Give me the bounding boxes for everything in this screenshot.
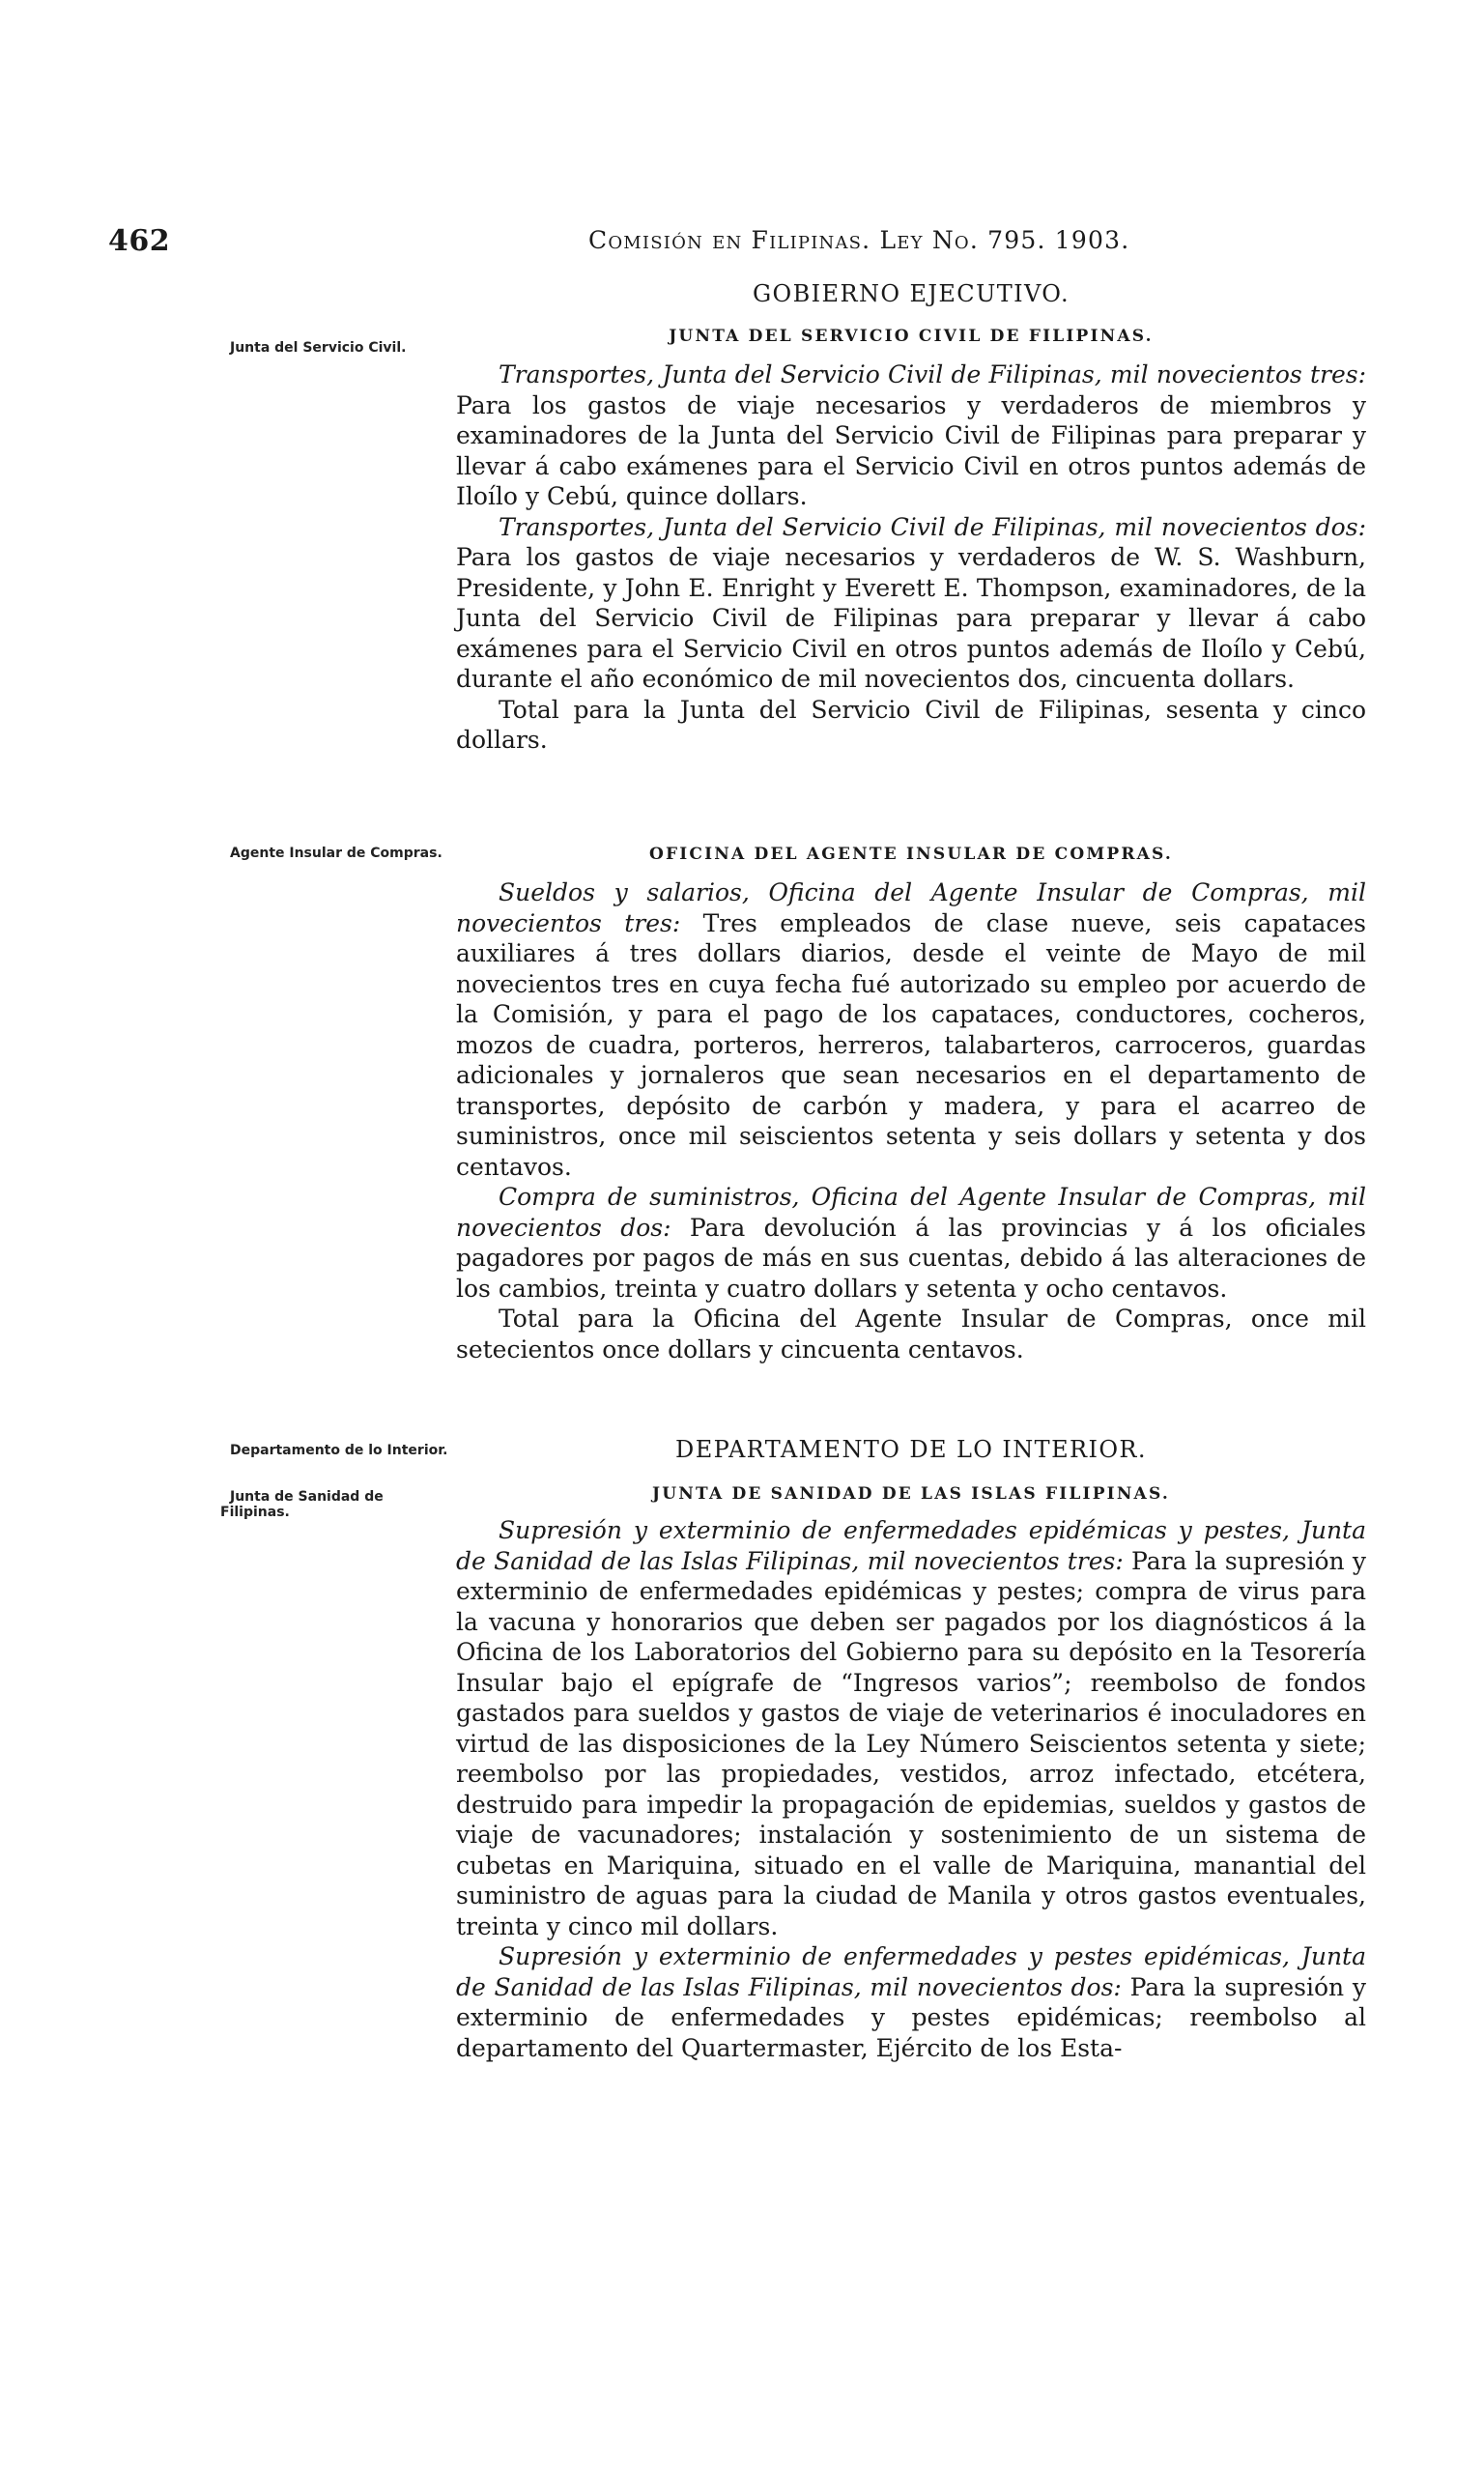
- section-subtitle-oficina: OFICINA DEL AGENTE INSULAR DE COMPRAS.: [648, 845, 1174, 864]
- paragraph-text: Tres empleados de clase nueve, seis capataces auxiliares á tres dollars diarios, desde el veinte de Mayo de mil novecientos tres en cuya fecha fué autorizado su empleo por acuerdo de la Comisión, y para el pago de los capataces, conductores, cocheros, mozos de cuadra, porteros, herreros, talabarteros, carroceros, guardas adicionales y jornaleros que sean necesarios en el departamento de transportes, depósito de carbón y madera, y para el acarreo de suministros, once mil seiscientos setenta y seis dollars y setenta y dos centavos.: [456, 908, 1366, 1181]
- paragraph-text: Para la supresión y exterminio de enfermedades epidémicas y pestes; compra de virus para la vacuna y honorarios que deben ser pagados por los diagnósticos á la Oficina de los Laboratorios del Gobierno para su depósito en la Tesorería Insular bajo el epígrafe de “Ingresos varios”; reembolso de fondos gastados para sueldos y gastos de viaje de veterinarios é inoculadores en virtud de las disposiciones de la Ley Número Seiscientos setenta y siete; reembolso por las propiedades, vestidos, arroz infectado, etcétera, destruido para impedir la propagación de epidemias, sueldos y gastos de viaje de vacunadores; instalación y sostenimiento de un sistema de cubetas en Mariquina, situado en el valle de Mariquina, manantial del suministro de aguas para la ciudad de Manila y otros gastos eventuales, treinta y cinco mil dollars.: [456, 1546, 1366, 1940]
- section-gobierno-ejecutivo: [456, 280, 1366, 756]
- paragraph-lead: Supresión y exterminio de enfermedades y pestes epidémicas, Junta de Sanidad de las Islas Filipinas, mil novecientos dos:: [456, 1942, 1366, 2001]
- section-departamento-interior: [456, 1436, 1366, 2063]
- margin-note-servicio-civil: Junta del Servicio Civil.: [230, 340, 407, 356]
- section-title-gobierno: GOBIERNO EJECUTIVO.: [752, 280, 1070, 307]
- paragraph-text: Para los gastos de viaje necesarios y verdaderos de W. S. Washburn, Presidente, y John E. Enright y Everett E. Thompson, examinadores, de la Junta del Servicio Civil de Filipinas para preparar y llevar á cabo exámenes para el Servicio Civil en otros puntos además de Iloílo y Cebú, durante el año económico de mil novecientos dos, cincuenta dollars.: [456, 543, 1366, 693]
- section-subtitle-servicio-civil: JUNTA DEL SERVICIO CIVIL DE FILIPINAS.: [669, 327, 1154, 346]
- section-subtitle-sanidad: JUNTA DE SANIDAD DE LAS ISLAS FILIPINAS.: [652, 1484, 1170, 1504]
- paragraph-lead: Transportes, Junta del Servicio Civil de Filipinas, mil novecientos dos:: [499, 512, 1366, 541]
- page-header: [108, 224, 1248, 263]
- paragraph: [456, 359, 1366, 512]
- paragraph-text: Para los gastos de viaje necesarios y verdaderos de miembros y examinadores de la Junta del Servicio Civil de Filipinas para preparar y llevar á cabo exámenes para el Servicio Civil en otros puntos además de Iloílo y Cebú, quince dollars.: [456, 390, 1366, 510]
- paragraph-lead: Compra de suministros, Oficina del Agente Insular de Compras, mil novecientos dos:: [456, 1183, 1366, 1242]
- running-head: Comisión en Filipinas. Ley No. 795. 1903.: [588, 226, 1130, 254]
- paragraph-text: Para la supresión y exterminio de enfermedades y pestes epidémicas; reembolso al departamento del Quartermaster, Ejército de los Esta-: [456, 1972, 1366, 2062]
- paragraph-text: Para devolución á las provincias y á los oficiales pagadores por pagos de más en sus cuentas, debido á las alteraciones de los cambios, treinta y cuatro dollars y setenta y ocho centavos.: [456, 1213, 1366, 1303]
- paragraph-lead: Transportes, Junta del Servicio Civil de Filipinas, mil novecientos tres:: [499, 360, 1366, 388]
- section-title-interior: DEPARTAMENTO DE LO INTERIOR.: [675, 1436, 1147, 1463]
- section-total: Total para la Oficina del Agente Insular de Compras, once mil setecientos once dollars y cincuenta centavos.: [456, 1305, 1366, 1364]
- paragraph-lead: Supresión y exterminio de enfermedades epidémicas y pestes, Junta de Sanidad de las Islas Filipinas, mil novecientos tres:: [456, 1516, 1366, 1575]
- paragraph: [456, 512, 1366, 695]
- section-oficina-agente: [456, 845, 1366, 1364]
- paragraph: [456, 1182, 1366, 1304]
- margin-note-agente-insular: Agente Insular de Compras.: [230, 846, 442, 861]
- paragraph: [456, 1515, 1366, 1941]
- margin-note-junta-sanidad: Junta de Sanidad de Filipinas.: [220, 1489, 384, 1520]
- paragraph: [456, 877, 1366, 1182]
- page-number: 462: [108, 224, 171, 258]
- margin-note-departamento-interior: Departamento de lo Interior.: [230, 1443, 448, 1458]
- paragraph: [456, 1941, 1366, 2063]
- section-total: Total para la Junta del Servicio Civil de Filipinas, sesenta y cinco dollars.: [456, 695, 1366, 754]
- paragraph-lead: Sueldos y salarios, Oficina del Agente Insular de Compras, mil novecientos tres:: [456, 878, 1366, 937]
